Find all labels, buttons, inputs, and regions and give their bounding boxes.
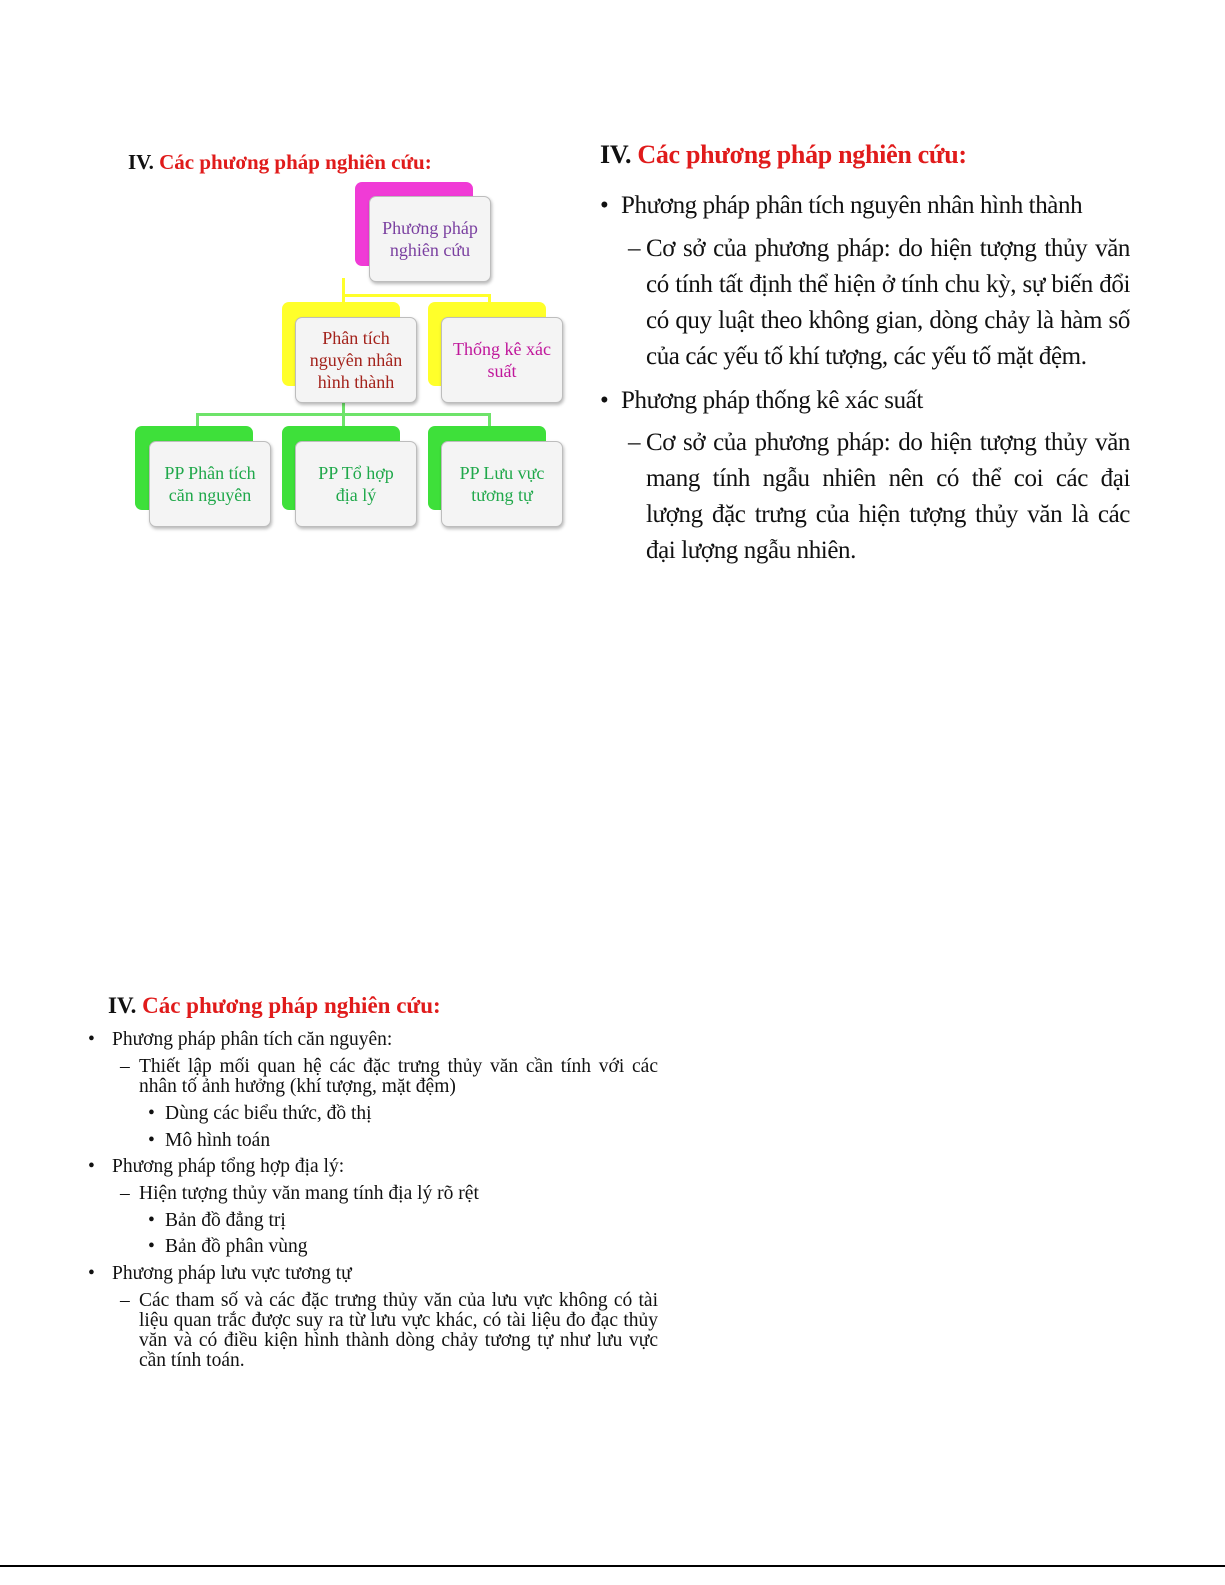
bullet-dot: • <box>148 1210 155 1231</box>
bullet-dot: • <box>148 1236 155 1257</box>
node-origin-analysis-label: PP Phân tích căn nguyên <box>149 441 271 527</box>
bullet-dot: • <box>88 1029 95 1050</box>
bullet-dot: • <box>88 1263 95 1284</box>
connector-leaf1-up <box>196 413 199 427</box>
right-bullet-causal-text: Phương pháp phân tích nguyên nhân hình thành <box>621 192 1083 219</box>
dash-marker: – <box>628 235 641 262</box>
bottom-item-zoning-map-text: Bản đồ phân vùng <box>165 1236 308 1257</box>
bottom-item-zoning-map <box>148 1236 308 1257</box>
bottom-item-expressions <box>148 1103 372 1124</box>
bottom-item-math-model <box>148 1130 271 1151</box>
right-sub-statistical-text: Cơ sở của phương pháp: do hiện tượng thủy văn mang tính ngẫu nhiên nên có thể coi các đại lượng đặc trưng của hiện tượng thủy văn là các đại lượng ngẫu nhiên. <box>646 429 1130 564</box>
bullet-dot: • <box>600 192 609 219</box>
right-heading-prefix: IV. <box>600 140 632 169</box>
right-sub-statistical <box>628 425 1130 569</box>
bottom-bullet-geographic-text: Phương pháp tổng hợp địa lý: <box>112 1156 345 1177</box>
bottom-bullet-geographic <box>88 1156 345 1177</box>
node-causal-analysis-label: Phân tích nguyên nhân hình thành <box>295 317 417 403</box>
bottom-sub-geographic-text: Hiện tượng thủy văn mang tính địa lý rõ rệt <box>139 1183 479 1204</box>
bottom-item-math-model-text: Mô hình toán <box>165 1130 271 1151</box>
bottom-bullet-origin-text: Phương pháp phân tích căn nguyên: <box>112 1029 393 1050</box>
bullet-dot: • <box>148 1130 155 1151</box>
dash-marker: – <box>120 1183 130 1204</box>
bottom-sub-analogous-text: Các tham số và các đặc trưng thủy văn của lưu vực không có tài liệu quan trắc được suy ra từ lưu vực khác, có tài liệu đo đạc thủy văn và có điều kiện hình thành dòng chảy tương tự như lưu vực cần tính toán. <box>139 1290 658 1371</box>
bottom-bullet-analogous <box>88 1263 352 1284</box>
dash-marker: – <box>628 429 641 456</box>
node-research-methods-label: Phương pháp nghiên cứu <box>369 196 491 282</box>
connector-level1-bar <box>342 294 490 297</box>
bottom-heading-prefix: IV. <box>108 993 137 1018</box>
bottom-slide-heading <box>108 993 441 1019</box>
bottom-item-isoline-map-text: Bản đồ đẳng trị <box>165 1210 286 1231</box>
right-sub-causal <box>628 231 1130 375</box>
diagram-heading <box>128 150 432 175</box>
node-geographic-synthesis-label: PP Tổ hợp địa lý <box>295 441 417 527</box>
diagram-heading-prefix: IV. <box>128 150 154 174</box>
bullet-dot: • <box>88 1156 95 1177</box>
right-bullet-statistical-text: Phương pháp thống kê xác suất <box>621 387 923 414</box>
connector-leaf2-up <box>342 413 345 427</box>
right-sub-causal-text: Cơ sở của phương pháp: do hiện tượng thủy văn có tính tất định thể hiện ở tính chu kỳ, sự biến đổi có quy luật theo không gian, dòng chảy là hàm số của các yếu tố khí tượng, các yếu tố mặt đệm. <box>646 235 1130 370</box>
bottom-sub-geographic <box>120 1183 479 1204</box>
bottom-bullet-analogous-text: Phương pháp lưu vực tương tự <box>112 1263 352 1284</box>
node-probability-statistics-label: Thống kê xác suất <box>441 317 563 403</box>
connector-leaf3-up <box>488 413 491 427</box>
bottom-item-isoline-map <box>148 1210 286 1231</box>
right-heading-text: Các phương pháp nghiên cứu: <box>637 140 967 169</box>
node-analogous-basin-label: PP Lưu vực tương tự <box>441 441 563 527</box>
diagram-heading-text: Các phương pháp nghiên cứu: <box>159 150 432 174</box>
right-slide-heading <box>600 140 967 170</box>
bottom-sub-origin-text: Thiết lập mối quan hệ các đặc trưng thủy văn cần tính với các nhân tố ảnh hưởng (khí tượng, mặt đệm) <box>139 1056 658 1097</box>
dash-marker: – <box>120 1056 130 1077</box>
page-bottom-rule <box>0 1565 1225 1567</box>
bottom-bullet-origin <box>88 1029 393 1050</box>
methods-hierarchy-diagram <box>130 178 570 538</box>
bottom-item-expressions-text: Dùng các biểu thức, đồ thị <box>165 1103 372 1124</box>
bullet-dot: • <box>600 387 609 414</box>
dash-marker: – <box>120 1290 130 1311</box>
bottom-heading-text: Các phương pháp nghiên cứu: <box>142 993 441 1018</box>
bullet-dot: • <box>148 1103 155 1124</box>
